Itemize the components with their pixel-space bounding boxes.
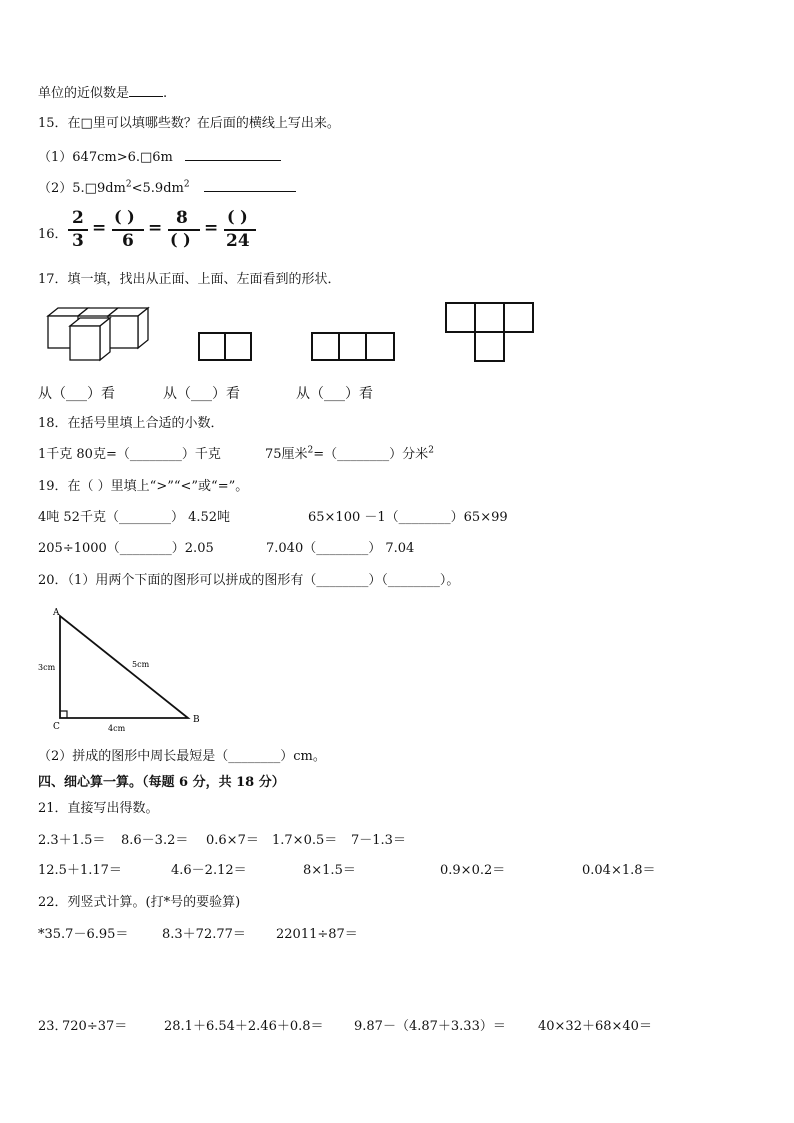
q17-title: 17．填一填，找出从正面、上面、左面看到的形状．	[38, 272, 341, 287]
q21-r2-item-4[interactable]: 0.9×0.2＝	[440, 863, 506, 878]
q23-item-1[interactable]: 720÷37＝	[62, 1019, 128, 1034]
q17-view-three-squares	[311, 332, 397, 362]
q16-eq2: =	[148, 218, 163, 238]
q22-title: 22．列竖式计算。(打*号的要验算)	[38, 895, 241, 910]
right-angle-mark	[60, 711, 67, 718]
q17-prompt-1[interactable]: 从（___）看	[38, 386, 115, 402]
q18-item-b-pre: 75厘米	[265, 447, 308, 462]
q23-item-4[interactable]: 40×32＋68×40＝	[538, 1019, 652, 1034]
q15-part2-mid: <5.9dm	[131, 181, 184, 196]
q20-title: 20．（1）用两个下面的图形可以拼成的图形有（________）（________）。	[38, 573, 460, 588]
q16-eq1: =	[92, 218, 107, 238]
q17-view-two-squares	[198, 332, 254, 362]
vertex-c-label: C	[53, 722, 60, 732]
q18-title: 18．在括号里填上合适的小数．	[38, 416, 224, 431]
q17-cubes-figure	[44, 304, 160, 364]
q14-tail-line	[38, 82, 167, 103]
q19-item-4[interactable]: 7.040（________） 7.04	[266, 541, 415, 556]
q14-tail-end: .	[163, 86, 168, 101]
q15-part2-blank[interactable]	[204, 177, 296, 192]
q16-frac2-den: 6	[122, 231, 134, 251]
q16-frac1-num: 2	[72, 208, 84, 228]
q21-title: 21．直接写出得数。	[38, 801, 159, 816]
q23-item-3[interactable]: 9.87－（4.87＋3.33）＝	[354, 1019, 506, 1034]
q15-title: 15．在□里可以填哪些数？在后面的横线上写出来。	[38, 116, 340, 131]
q19-item-2[interactable]: 65×100 －1（________）65×99	[308, 510, 508, 525]
q15-part2	[38, 177, 296, 198]
q21-r1-item-1[interactable]: 2.3＋1.5＝	[38, 833, 106, 848]
q20-part2[interactable]: （2）拼成的图形中周长最短是（________）cm。	[38, 749, 326, 764]
q20-right-triangle-figure	[36, 604, 216, 734]
q16-frac4-den: 24	[226, 231, 250, 251]
side-cb-label: 4cm	[108, 724, 126, 733]
vertex-b-label: B	[193, 715, 200, 725]
q21-r2-item-2[interactable]: 4.6－2.12＝	[171, 863, 247, 878]
q18-item-a[interactable]: 1千克 80克=（________）千克	[38, 447, 221, 462]
q16-frac4-num[interactable]: ( )	[227, 207, 248, 226]
q22-item-3[interactable]: 22011÷87＝	[276, 927, 358, 942]
q18-item-b-sup1: 2	[307, 445, 314, 456]
side-ab-label: 5cm	[132, 660, 150, 669]
q21-r2-item-1[interactable]: 12.5＋1.17＝	[38, 863, 122, 878]
q23-item-2[interactable]: 28.1＋6.54＋2.46＋0.8＝	[164, 1019, 324, 1034]
q21-r2-item-3[interactable]: 8×1.5＝	[303, 863, 356, 878]
q17-prompt-2[interactable]: 从（___）看	[163, 386, 240, 402]
q16-frac3-num: 8	[176, 208, 188, 228]
q22-item-1[interactable]: *35.7－6.95＝	[38, 927, 129, 942]
side-ac-label: 3cm	[38, 663, 56, 672]
q15-part2-sup1: 2	[125, 179, 132, 190]
section4-heading: 四、细心算一算。（每题 6 分，共 18 分）	[38, 775, 285, 790]
triangle-shape	[60, 616, 188, 718]
q15-part1-blank[interactable]	[185, 146, 281, 161]
q16-number: 16．	[38, 227, 68, 242]
q15-part2-sup2: 2	[183, 179, 190, 190]
q19-item-3[interactable]: 205÷1000（________）2.05	[38, 541, 214, 556]
q15-part2-label: （2）5.□9dm	[38, 181, 126, 196]
q16-eq3: =	[204, 218, 219, 238]
q21-r1-item-3[interactable]: 0.6×7＝	[206, 833, 259, 848]
q14-tail-text: 单位的近似数是	[38, 86, 130, 101]
q16-frac2-num[interactable]: ( )	[114, 207, 135, 226]
q19-title: 19．在（ ）里填上“>”“<”或“=”。	[38, 479, 249, 494]
q14-answer-blank[interactable]	[129, 82, 163, 97]
q18-item-b-sup2: 2	[428, 445, 434, 456]
q16-frac3-den[interactable]: ( )	[170, 230, 191, 249]
q17-prompt-3[interactable]: 从（___）看	[296, 386, 373, 402]
vertex-a-label: A	[53, 608, 60, 618]
q18-item-b[interactable]	[265, 446, 434, 464]
q22-item-2[interactable]: 8.3＋72.77＝	[162, 927, 246, 942]
q19-item-1[interactable]: 4吨 52千克（________） 4.52吨	[38, 510, 231, 525]
q18-item-b-mid: =（________）分米	[313, 447, 429, 462]
q21-r1-item-5[interactable]: 7－1.3＝	[351, 833, 406, 848]
q21-r1-item-4[interactable]: 1.7×0.5＝	[272, 833, 338, 848]
q17-view-t-shape	[445, 302, 537, 364]
q21-r2-item-5[interactable]: 0.04×1.8＝	[582, 863, 656, 878]
q15-part1	[38, 146, 281, 167]
q16-frac1-den: 3	[72, 231, 84, 251]
q21-r1-item-2[interactable]: 8.6－3.2＝	[121, 833, 189, 848]
q23-number: 23．	[38, 1019, 68, 1034]
q15-part1-label: （1）647cm>6.□6m	[38, 150, 173, 165]
